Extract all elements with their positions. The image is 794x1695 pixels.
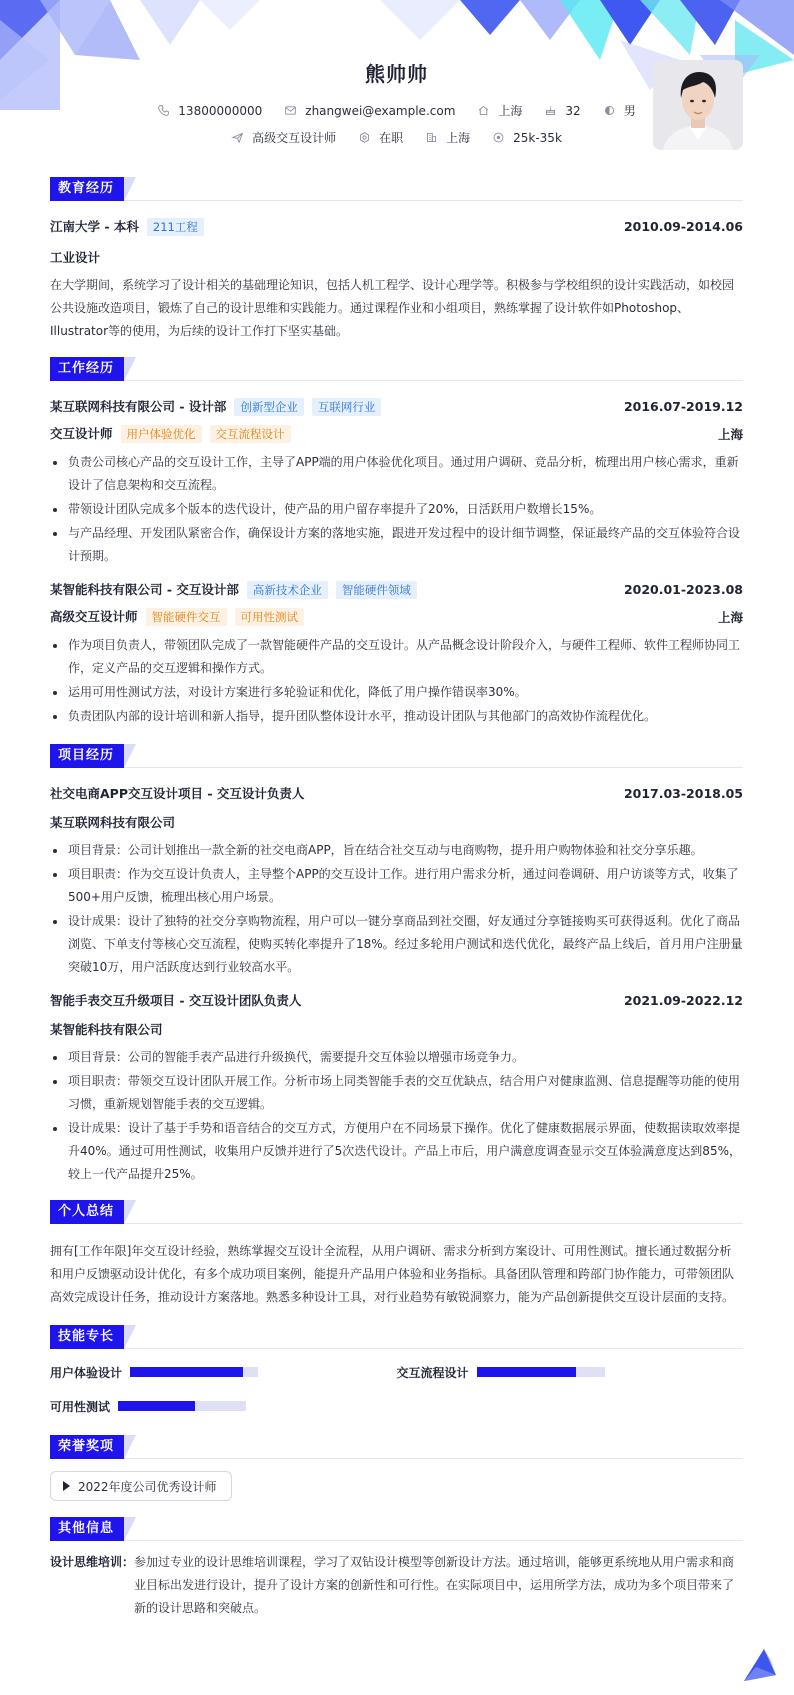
skill-name: 交互流程设计 — [396, 1365, 469, 1380]
project-bullet: 项目背景：公司计划推出一款全新的社交电商APP，旨在结合社交互动与电商购物，提升用户购物体验和社交分享乐趣。 — [50, 839, 743, 862]
status-text: 在职 — [379, 131, 404, 145]
role-tag: 交互流程设计 — [210, 425, 291, 443]
project-bullet: 项目职责：作为交互设计负责人，主导整个APP的交互设计工作。进行用户需求分析，通过问卷调研、用户访谈等方式，收集了500+用户反馈，梳理出核心用户场景。 — [50, 863, 743, 909]
triangle-icon — [63, 1481, 70, 1491]
work-bullet: 负责团队内部的设计培训和新人指导，提升团队整体设计水平，推动设计团队与其他部门的高效协作流程优化。 — [50, 705, 743, 728]
honors-title: 荣誉奖项 — [50, 1435, 124, 1459]
status-item — [358, 129, 403, 146]
corner-decoration — [740, 1645, 780, 1685]
skill-bar-fill — [130, 1367, 243, 1377]
salary-text: 25k-35k — [513, 130, 562, 145]
contact-line-1 — [50, 102, 743, 119]
summary-header — [50, 1200, 743, 1224]
status-icon — [358, 131, 371, 144]
cake-icon — [544, 104, 557, 117]
work-date: 2020.01-2023.08 — [623, 582, 743, 597]
other-title: 其他信息 — [50, 1517, 124, 1541]
summary-section — [50, 1200, 743, 1309]
work-bullet: 作为项目负责人，带领团队完成了一款智能硬件产品的交互设计。从产品概念设计阶段介入，与硬件工程师、软件工程师协同工作，定义产品的交互逻辑和操作方式。 — [50, 634, 743, 680]
project-bullet: 项目背景：公司的智能手表产品进行升级换代，需要提升交互体验以增强市场竞争力。 — [50, 1046, 743, 1069]
email-icon — [284, 104, 297, 117]
phone-icon — [157, 104, 170, 117]
email-text: zhangwei@example.com — [305, 103, 456, 118]
projects-section — [50, 744, 743, 1186]
contact-line-2 — [50, 129, 743, 146]
education-title: 教育经历 — [50, 177, 124, 201]
work-bullets — [50, 451, 743, 568]
school-name: 江南大学 - 本科 — [50, 219, 139, 234]
coin-icon — [492, 131, 505, 144]
honor-text: 2022年度公司优秀设计师 — [78, 1479, 217, 1494]
send-icon — [231, 131, 244, 144]
company-tag: 智能硬件领域 — [336, 581, 417, 599]
honors-section — [50, 1435, 743, 1501]
work-bullet: 运用可用性测试方法，对设计方案进行多轮验证和优化，降低了用户操作错误率30%。 — [50, 681, 743, 704]
skills-title: 技能专长 — [50, 1325, 124, 1349]
skill-name: 用户体验设计 — [50, 1365, 123, 1380]
project-bullet: 设计成果：设计了基于手势和语音结合的交互方式，方便用户在不同场景下操作。优化了健康数据展示界面，使数据读取效率提升40%。通过可用性测试，收集用户反馈并进行了5次迭代设计。产品上市后，用户满意度调查显示交互体验满意度达到85%，较上一代产品提升25%。 — [50, 1117, 743, 1186]
skill-item — [397, 1355, 744, 1389]
skill-bar — [118, 1401, 246, 1411]
work-bullet: 与产品经理、开发团队紧密合作，确保设计方案的落地实施，跟进开发过程中的设计细节调整，保证最终产品的交互体验符合设计预期。 — [50, 522, 743, 568]
age-item — [544, 104, 580, 118]
work-company: 某互联网科技有限公司 - 设计部 — [50, 399, 227, 414]
company-tag: 创新型企业 — [234, 398, 304, 416]
project-company: 某智能科技有限公司 — [50, 1022, 163, 1037]
other-header — [50, 1517, 743, 1541]
school-tag: 211工程 — [147, 218, 204, 236]
avatar — [653, 60, 743, 150]
other-label: 设计思维培训： — [50, 1555, 135, 1569]
projects-header — [50, 744, 743, 768]
work-location: 上海 — [717, 426, 743, 442]
summary-text: 拥有[工作年限]年交互设计经验，熟练掌握交互设计全流程，从用户调研、需求分析到方案设计、可用性测试。擅长通过数据分析和用户反馈驱动设计优化，有多个成功项目案例，能提升产品用户体验和业务指标。具备团队管理和跨部门协作能力，可带领团队高效完成设计任务，推动设计方案落地。熟悉多种设计工具，对行业趋势有敏锐洞察力，能为产品创新提供交互设计层面的支持。 — [50, 1244, 735, 1304]
avatar-portrait — [653, 60, 743, 150]
company-tag: 互联网行业 — [312, 398, 382, 416]
target-city-item — [425, 129, 470, 146]
skill-item — [50, 1355, 397, 1389]
building-icon — [425, 131, 438, 144]
project-name: 智能手表交互升级项目 - 交互设计团队负责人 — [50, 993, 302, 1008]
work-bullets — [50, 634, 743, 728]
major: 工业设计 — [50, 250, 101, 265]
position-text: 高级交互设计师 — [252, 131, 337, 145]
city-text: 上海 — [498, 104, 523, 118]
work-date: 2016.07-2019.12 — [623, 399, 743, 414]
gender-text: 男 — [623, 104, 636, 118]
work-role: 高级交互设计师 — [50, 609, 138, 624]
work-bullet: 负责公司核心产品的交互设计工作，主导了APP端的用户体验优化项目。通过用户调研、竞品分析，梳理出用户核心需求，重新设计了信息架构和交互流程。 — [50, 451, 743, 497]
city-item — [477, 102, 522, 119]
project-bullet: 设计成果：设计了独特的社交分享购物流程，用户可以一键分享商品到社交圈，好友通过分享链接购买可获得返利。优化了商品浏览、下单支付等核心交互流程，使购买转化率提升了18%。经过多轮用户测试和迭代优化，最终产品上线后，首月用户注册量突破10万，用户活跃度达到行业较高水平。 — [50, 910, 743, 979]
project-entry — [50, 784, 743, 979]
other-text: 参加过专业的设计思维培训课程，学习了双钻设计模型等创新设计方法。通过培训，能够更系统地从用户需求和商业目标出发进行设计，提升了设计方案的创新性和可行性。在实际项目中，运用所学方法，成功为多个项目带来了新的设计思路和突破点。 — [134, 1555, 735, 1615]
position-item — [231, 129, 336, 146]
home-icon — [477, 104, 490, 117]
other-item — [50, 1551, 743, 1620]
gender-item — [603, 102, 636, 119]
education-section — [50, 177, 743, 343]
role-tag: 用户体验优化 — [121, 425, 202, 443]
project-date: 2017.03-2018.05 — [623, 785, 743, 801]
skills-section — [50, 1325, 743, 1423]
skill-bar — [130, 1367, 258, 1377]
profile-header — [50, 0, 743, 175]
company-tag: 高新技术企业 — [247, 581, 328, 599]
candidate-name: 熊帅帅 — [365, 62, 428, 86]
gender-icon — [603, 104, 616, 117]
project-bullets — [50, 1046, 743, 1186]
skill-item — [50, 1389, 397, 1423]
education-description: 在大学期间，系统学习了设计相关的基础理论知识，包括人机工程学、设计心理学等。积极参与学校组织的设计实践活动，如校园公共设施改造项目，锻炼了自己的设计思维和实践能力。通过课程作业和小组项目，熟练掌握了设计软件如Photoshop、Illustrator等的使用，为后续的设计工作打下坚实基础。 — [50, 278, 735, 338]
target-city-text: 上海 — [446, 131, 471, 145]
education-date: 2010.09-2014.06 — [623, 219, 743, 234]
work-role: 交互设计师 — [50, 426, 113, 441]
honor-badge — [50, 1471, 232, 1501]
project-entry — [50, 991, 743, 1186]
project-name: 社交电商APP交互设计项目 - 交互设计负责人 — [50, 786, 305, 801]
honors-header — [50, 1435, 743, 1459]
skills-header — [50, 1325, 743, 1349]
role-tag: 可用性测试 — [235, 608, 305, 626]
projects-title: 项目经历 — [50, 744, 124, 768]
skill-bar-fill — [118, 1401, 195, 1411]
project-company: 某互联网科技有限公司 — [50, 815, 176, 830]
work-section — [50, 357, 743, 728]
age-text: 32 — [565, 103, 581, 118]
education-header — [50, 177, 743, 201]
role-tag: 智能硬件交互 — [146, 608, 227, 626]
project-date: 2021.09-2022.12 — [623, 992, 743, 1008]
phone-item — [157, 104, 262, 118]
project-bullet: 项目职责：带领交互设计团队开展工作。分析市场上同类智能手表的交互优缺点，结合用户对健康监测、信息提醒等功能的使用习惯，重新规划智能手表的交互逻辑。 — [50, 1070, 743, 1116]
work-header — [50, 357, 743, 381]
work-title: 工作经历 — [50, 357, 124, 381]
other-section — [50, 1517, 743, 1620]
work-bullet: 带领设计团队完成多个版本的迭代设计，使产品的用户留存率提升了20%，日活跃用户数增长15%。 — [50, 498, 743, 521]
email-item — [284, 104, 455, 118]
skills-list — [50, 1355, 743, 1423]
work-entry — [50, 397, 743, 568]
skill-bar-fill — [477, 1367, 577, 1377]
skill-bar — [477, 1367, 605, 1377]
work-company: 某智能科技有限公司 - 交互设计部 — [50, 582, 239, 597]
education-row — [50, 217, 743, 236]
phone-text: 13800000000 — [178, 103, 263, 118]
work-location: 上海 — [717, 609, 743, 625]
skill-name: 可用性测试 — [50, 1399, 111, 1414]
salary-item — [492, 131, 562, 145]
summary-title: 个人总结 — [50, 1200, 124, 1224]
project-bullets — [50, 839, 743, 979]
work-entry — [50, 580, 743, 728]
